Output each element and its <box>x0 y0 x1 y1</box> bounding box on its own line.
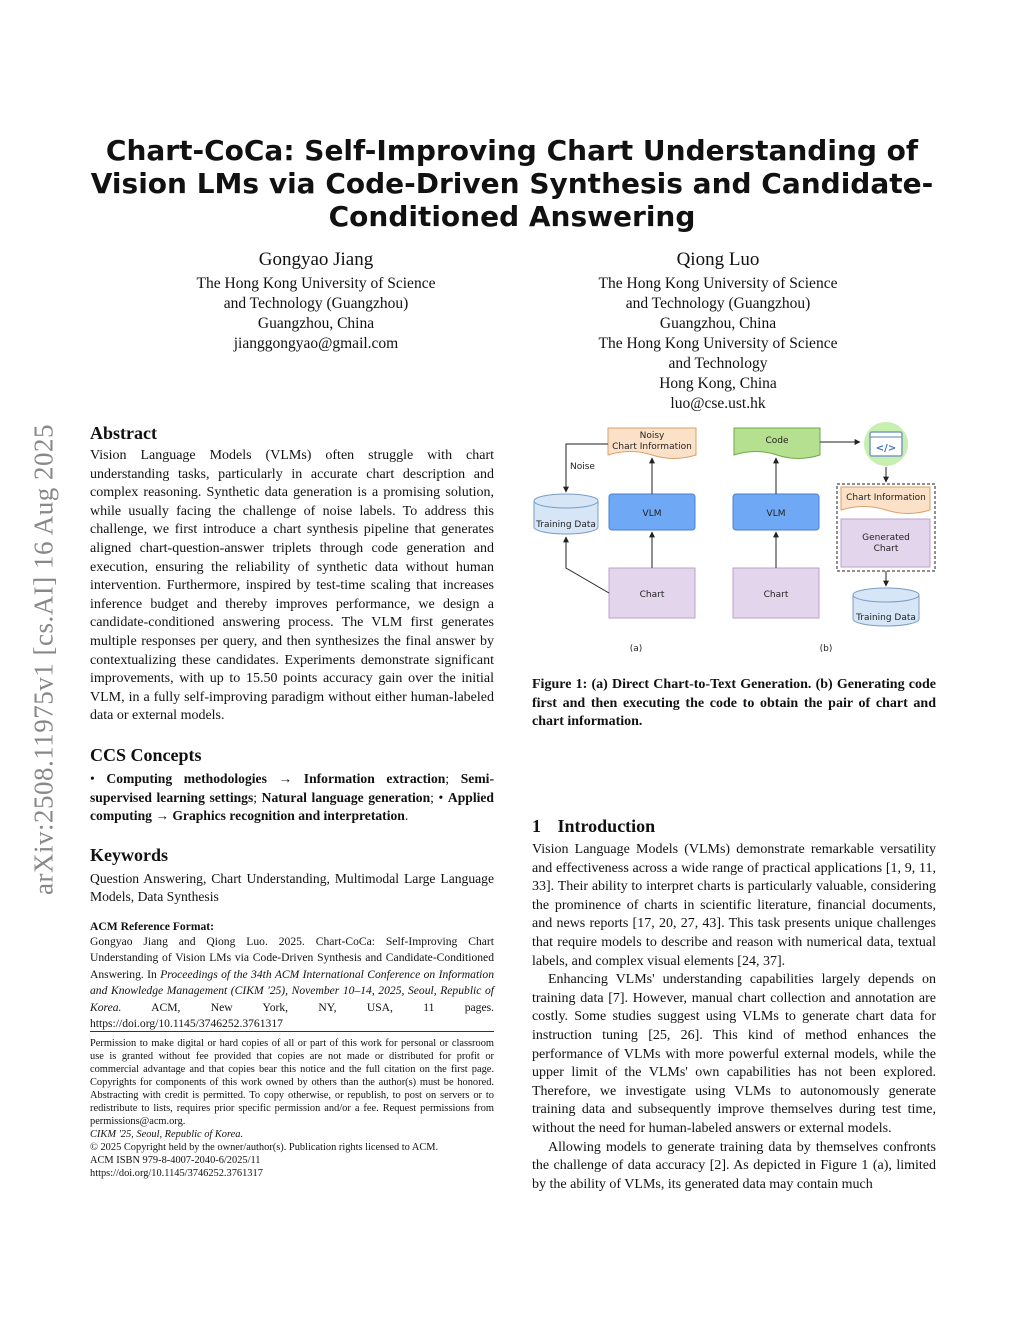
ccs-arrow: → <box>155 808 169 824</box>
author-block-2 <box>562 248 874 414</box>
ccs-term: Applied computing <box>90 789 494 824</box>
author-location: Hong Kong, China <box>659 375 777 392</box>
training-data-label: Training Data <box>536 520 596 530</box>
intro-paragraph: Enhancing VLMs' understanding capabilities largely depends on training data [7]. However, manual chart collection and annotation are costly. Some studies suggest using VLMs to generate chart data for instruction tuning [25, 26]. This kind of method enhances the performance of VLMs with more powerful external models, while the upper limit of the VLMs' own capabilities has not been explored. Therefore, we investigate using VLMs to autonomously generate training data and subsequently improve themselves during test time, without the need for human-labeled answers or external models. <box>532 972 936 1136</box>
figure-panel-b <box>733 422 935 654</box>
training-data-db-a <box>534 494 598 534</box>
chart-info-label: Chart Information <box>612 442 692 452</box>
panel-a-label: (a) <box>629 644 643 654</box>
ccs-end: . <box>404 808 409 824</box>
ccs-term: Semi-supervised learning settings <box>90 770 494 805</box>
acm-ref-heading: ACM Reference Format: <box>90 919 215 933</box>
ccs-concepts <box>90 770 494 826</box>
keywords-text: Question Answering, Chart Understanding, Multimodal Large Language Models, Data Synthesis <box>90 870 494 905</box>
chart-label: Chart <box>763 590 789 600</box>
intro-body <box>532 841 936 1194</box>
author-affiliation: and Technology (Guangzhou) <box>223 295 409 312</box>
footnote-rule <box>90 1031 494 1032</box>
author-name: Gongyao Jiang <box>258 249 374 270</box>
ccs-term: Graphics recognition and interpretation <box>172 808 405 824</box>
author-location: Guangzhou, China <box>659 315 777 332</box>
intro-heading <box>532 815 936 837</box>
author-email[interactable]: luo@cse.ust.hk <box>670 395 766 412</box>
arxiv-stamp: arXiv:2508.11975v1 [cs.AI] 16 Aug 2025 <box>28 424 59 896</box>
section-title: Introduction <box>557 816 656 836</box>
ccs-bullet: • <box>90 770 95 786</box>
training-data-db-b <box>853 588 919 626</box>
training-data-label: Training Data <box>856 613 916 623</box>
noise-label: Noise <box>570 462 595 472</box>
abstract-heading: Abstract <box>90 423 157 443</box>
chart-label: Chart <box>639 590 665 600</box>
intro-paragraph: Allowing models to generate training data by themselves confronts the challenge of data accuracy [2]. As depicted in Figure 1 (a), limited by the ability of VLMs, its generated data may contain much <box>532 1139 936 1192</box>
generated-label: Generated <box>862 533 910 543</box>
author-affiliation: The Hong Kong University of Science <box>598 275 838 292</box>
code-label: Code <box>765 436 789 446</box>
isbn-line: ACM ISBN 979-8-4007-2040-6/2025/11 <box>90 1155 261 1166</box>
generated-chart-label: Chart <box>873 544 899 554</box>
ccs-term: Computing methodologies <box>106 770 267 786</box>
ccs-arrow: → <box>278 770 293 786</box>
chart-to-training-arrow <box>566 537 609 593</box>
acm-ref-part: ACM, New York, NY, USA, 11 pages. https://doi.org/10.1145/3746252.3761317 <box>90 1000 494 1030</box>
acm-ref-venue: Proceedings of the 34th ACM International Conference on Information and Knowledge Management (CIKM '25), November 10–14, 2025, Seoul, Republic of Korea. <box>90 967 494 1014</box>
author-location: Guangzhou, China <box>257 315 375 332</box>
section-number: 1 <box>532 816 541 836</box>
copyright-line: © 2025 Copyright held by the owner/author(s). Publication rights licensed to ACM. <box>90 1142 439 1153</box>
acm-ref-text <box>90 934 494 1032</box>
generated-chart-box <box>841 519 930 567</box>
author-name: Qiong Luo <box>676 249 760 270</box>
vlm-label: VLM <box>766 509 786 519</box>
permission-text: Permission to make digital or hard copies of all or part of this work for personal or classroom use is granted without fee provided that copies are not made or distributed for profit or commercial advantage and that copies bear this notice and the full citation on the first page. Copyrights for components of this work owned by others than the author(s) must be honored. Abstracting with credit is permitted. To copy otherwise, or republish, to post on servers or to redistribute to lists, requires prior specific permission and/or a fee. Request permissions from permissions@acm.org. <box>90 1038 494 1127</box>
ccs-bullet: • <box>438 789 444 805</box>
abstract-text: Vision Language Models (VLMs) often struggle with chart understanding tasks, particularly in accurate chart description and complex reasoning. Synthetic data generation is a promising solution, while usually facing the challenge of noise labels. To address this challenge, we first introduce a chart synthesis pipeline that generates aligned chart-question-answer triplets through code generation and execution, ensuring the reliability of synthetic data without human intervention. Furthermore, inspired by test-time scaling that increases inference budget and thereby improves performance, we design a candidate-conditioned answering process. The VLM first generates multiple responses per query, and then synthesizes the final answer by contextualizing these candidates. Experiments demonstrate significant improvements, with up to 15.50 points accuracy gain over the initial VLM, in a fully self-improving paradigm without either human-labeled data or external models. <box>90 448 494 724</box>
ccs-term: Natural language generation <box>261 789 431 805</box>
chart-info-label: Chart Information <box>846 493 926 503</box>
code-icon-glyph: </> <box>875 443 897 454</box>
panel-b-label: (b) <box>819 644 833 654</box>
ccs-term: Information extraction <box>303 770 446 786</box>
author-affiliation: The Hong Kong University of Science <box>598 335 838 352</box>
author-email[interactable]: jianggongyao@gmail.com <box>233 335 399 352</box>
paper-title: Chart-CoCa: Self-Improving Chart Understanding of Vision LMs via Code-Driven Synthesis and Candidate-Conditioned Answering <box>90 134 934 233</box>
introduction-section <box>532 815 936 1194</box>
acm-ref-part: Gongyao Jiang and Qiong Luo. 2025. Chart-CoCa: Self-Improving Chart Understanding of Vision LMs via Code-Driven Synthesis and Candidate-Conditioned Answering. In <box>90 934 494 981</box>
permission-block <box>90 1037 494 1180</box>
author-affiliation: The Hong Kong University of Science <box>196 275 436 292</box>
figure-1 <box>528 418 940 660</box>
left-column <box>90 422 494 1032</box>
figure-caption: Figure 1: (a) Direct Chart-to-Text Generation. (b) Generating code first and then executing the code to obtain the pair of chart and chart information. <box>532 677 936 729</box>
intro-paragraph: Vision Language Models (VLMs) demonstrate remarkable versatility and effectiveness across a wide range of practical applications [1, 9, 11, 33]. Their ability to interpret charts is particularly valuable, considering the prominence of charts in scientific literature, financial documents, and news reports [17, 20, 27, 43]. This task presents unique challenges that require models to describe and reason with numerical data, textual labels, and complex visual elements [24, 37]. <box>532 842 936 969</box>
author-block-1 <box>160 248 472 354</box>
ccs-separator: ; <box>445 770 461 786</box>
permission-venue: CIKM '25, Seoul, Republic of Korea. <box>90 1129 244 1140</box>
code-execution-icon <box>864 422 908 466</box>
vlm-label: VLM <box>642 509 662 519</box>
ccs-heading: CCS Concepts <box>90 744 202 765</box>
doi-line[interactable]: https://doi.org/10.1145/3746252.3761317 <box>90 1168 263 1179</box>
keywords-heading: Keywords <box>90 844 168 865</box>
ccs-separator: ; <box>253 789 262 805</box>
figure-panel-a <box>534 428 696 654</box>
author-affiliation: and Technology (Guangzhou) <box>625 295 811 312</box>
noisy-label: Noisy <box>639 431 665 441</box>
ccs-separator: ; <box>430 789 434 805</box>
author-affiliation: and Technology <box>668 355 768 372</box>
